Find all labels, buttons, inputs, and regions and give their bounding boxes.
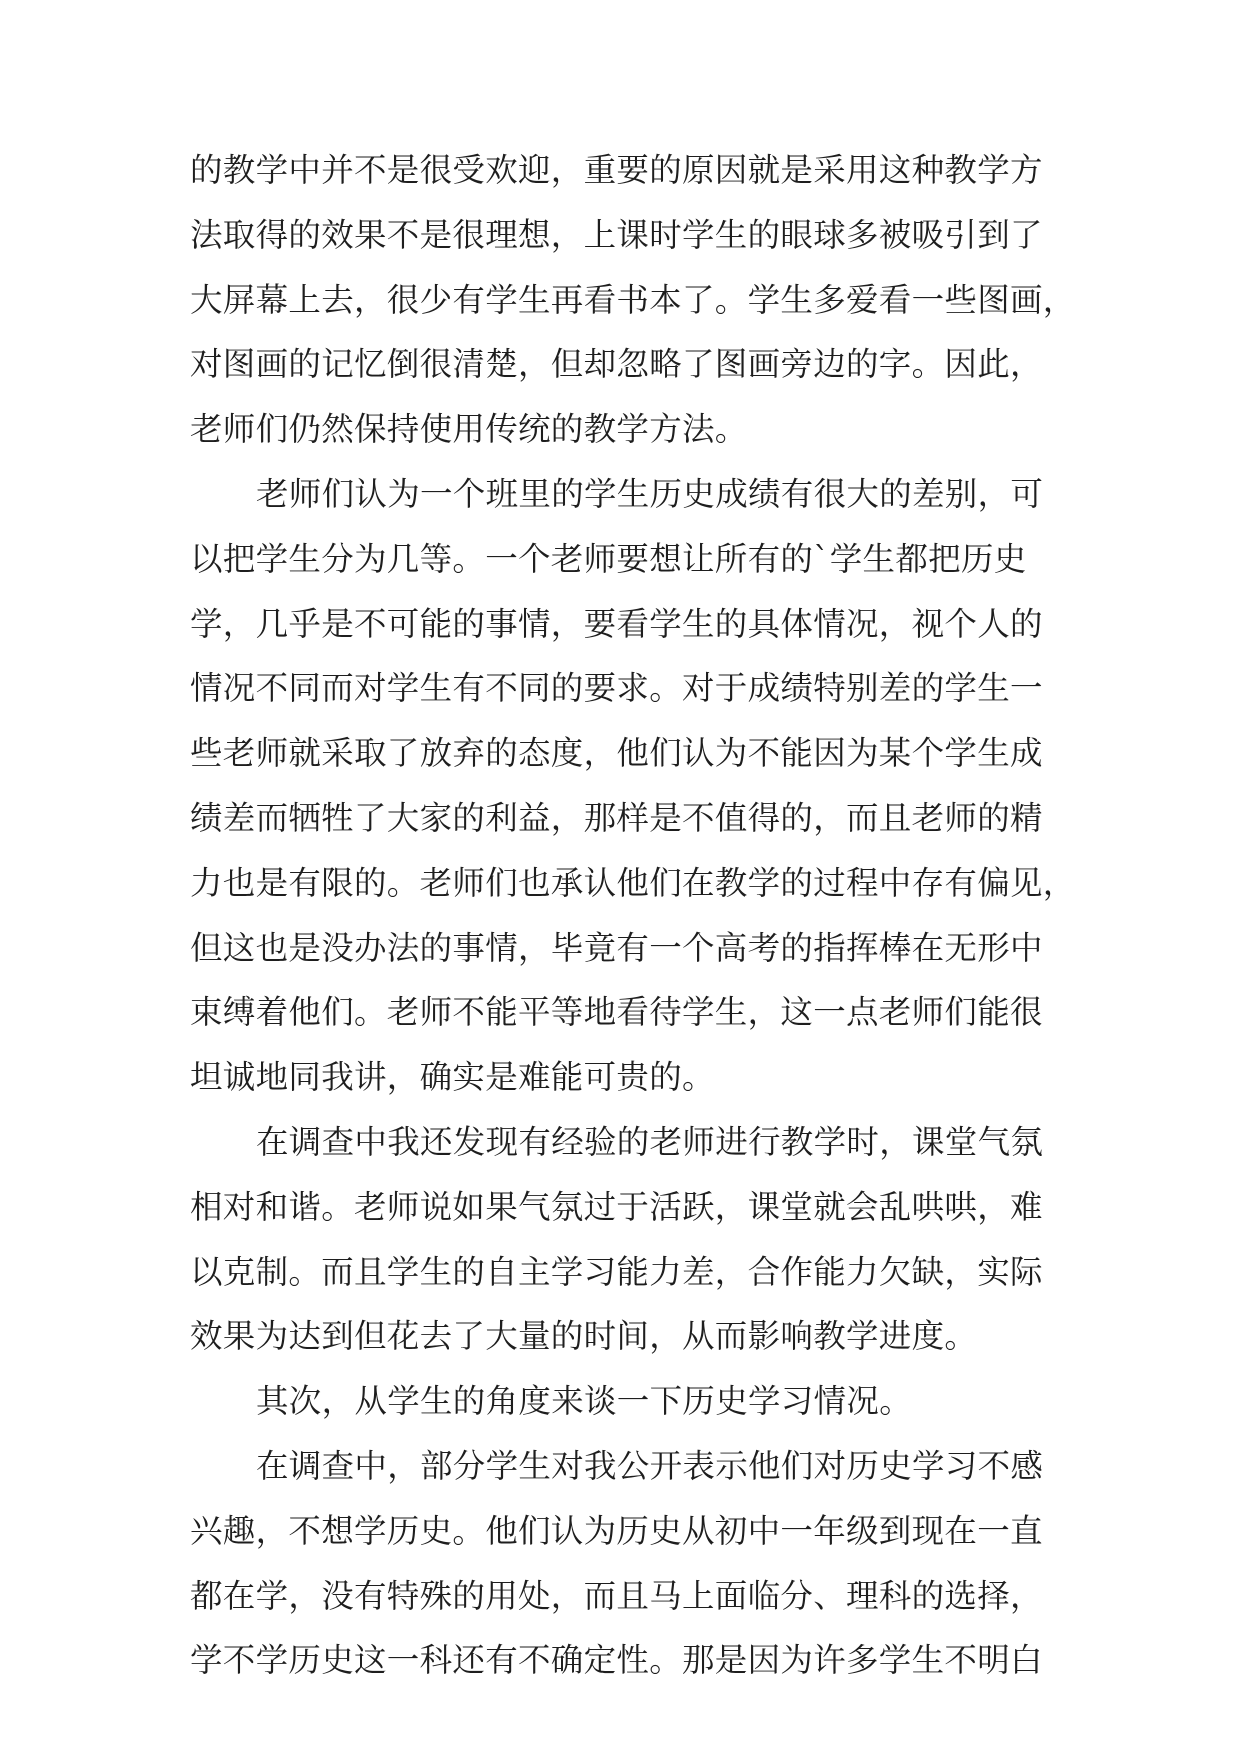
- text-line: 情况不同而对学生有不同的要求。对于成绩特别差的学生一: [190, 669, 1043, 708]
- paragraph-start-line: 其次，从学生的角度来谈一下历史学习情况。: [256, 1382, 913, 1421]
- text-line: 但这也是没办法的事情，毕竟有一个高考的指挥棒在无形中: [190, 928, 1043, 967]
- text-line: 法取得的效果不是很理想，上课时学生的眼球多被吸引到了: [190, 215, 1043, 254]
- paragraph-start-line: 在调查中，部分学生对我公开表示他们对历史学习不感: [256, 1446, 1044, 1485]
- text-line: 相对和谐。老师说如果气氛过于活跃，课堂就会乱哄哄，难: [190, 1187, 1043, 1226]
- text-line: 坦诚地同我讲，确实是难能可贵的。: [190, 1058, 715, 1097]
- text-line: 学，几乎是不可能的事情，要看学生的具体情况，视个人的: [190, 604, 1043, 643]
- text-line: 大屏幕上去，很少有学生再看书本了。学生多爱看一些图画，: [190, 280, 1076, 319]
- text-line: 的教学中并不是很受欢迎，重要的原因就是采用这种教学方: [190, 151, 1043, 189]
- text-line: 力也是有限的。老师们也承认他们在教学的过程中存有偏见，: [190, 863, 1076, 902]
- text-line: 都在学，没有特殊的用处，而且马上面临分、理科的选择，: [190, 1576, 1043, 1615]
- text-line: 绩差而牺牲了大家的利益，那样是不值得的，而且老师的精: [190, 798, 1043, 837]
- paragraph-start-line: 老师们认为一个班里的学生历史成绩有很大的差别，可: [256, 474, 1044, 513]
- text-line: 效果为达到但花去了大量的时间，从而影响教学进度。: [190, 1317, 978, 1356]
- text-line: 以克制。而且学生的自主学习能力差，合作能力欠缺，实际: [190, 1252, 1043, 1291]
- text-line: 老师们仍然保持使用传统的教学方法。: [190, 410, 748, 449]
- text-line: 对图画的记忆倒很清楚，但却忽略了图画旁边的字。因此，: [190, 345, 1043, 384]
- body-text: [190, 138, 1076, 1693]
- text-line: 兴趣，不想学历史。他们认为历史从初中一年级到现在一直: [190, 1511, 1043, 1550]
- paragraph-start-line: 在调查中我还发现有经验的老师进行教学时，课堂气氛: [256, 1122, 1044, 1161]
- text-line: 束缚着他们。老师不能平等地看待学生，这一点老师们能很: [190, 993, 1043, 1032]
- text-line: 学不学历史这一科还有不确定性。那是因为许多学生不明白: [190, 1641, 1043, 1680]
- text-line: 以把学生分为几等。一个老师要想让所有的`学生都把历史: [190, 539, 1027, 578]
- text-line: 些老师就采取了放弃的态度，他们认为不能因为某个学生成: [190, 734, 1043, 773]
